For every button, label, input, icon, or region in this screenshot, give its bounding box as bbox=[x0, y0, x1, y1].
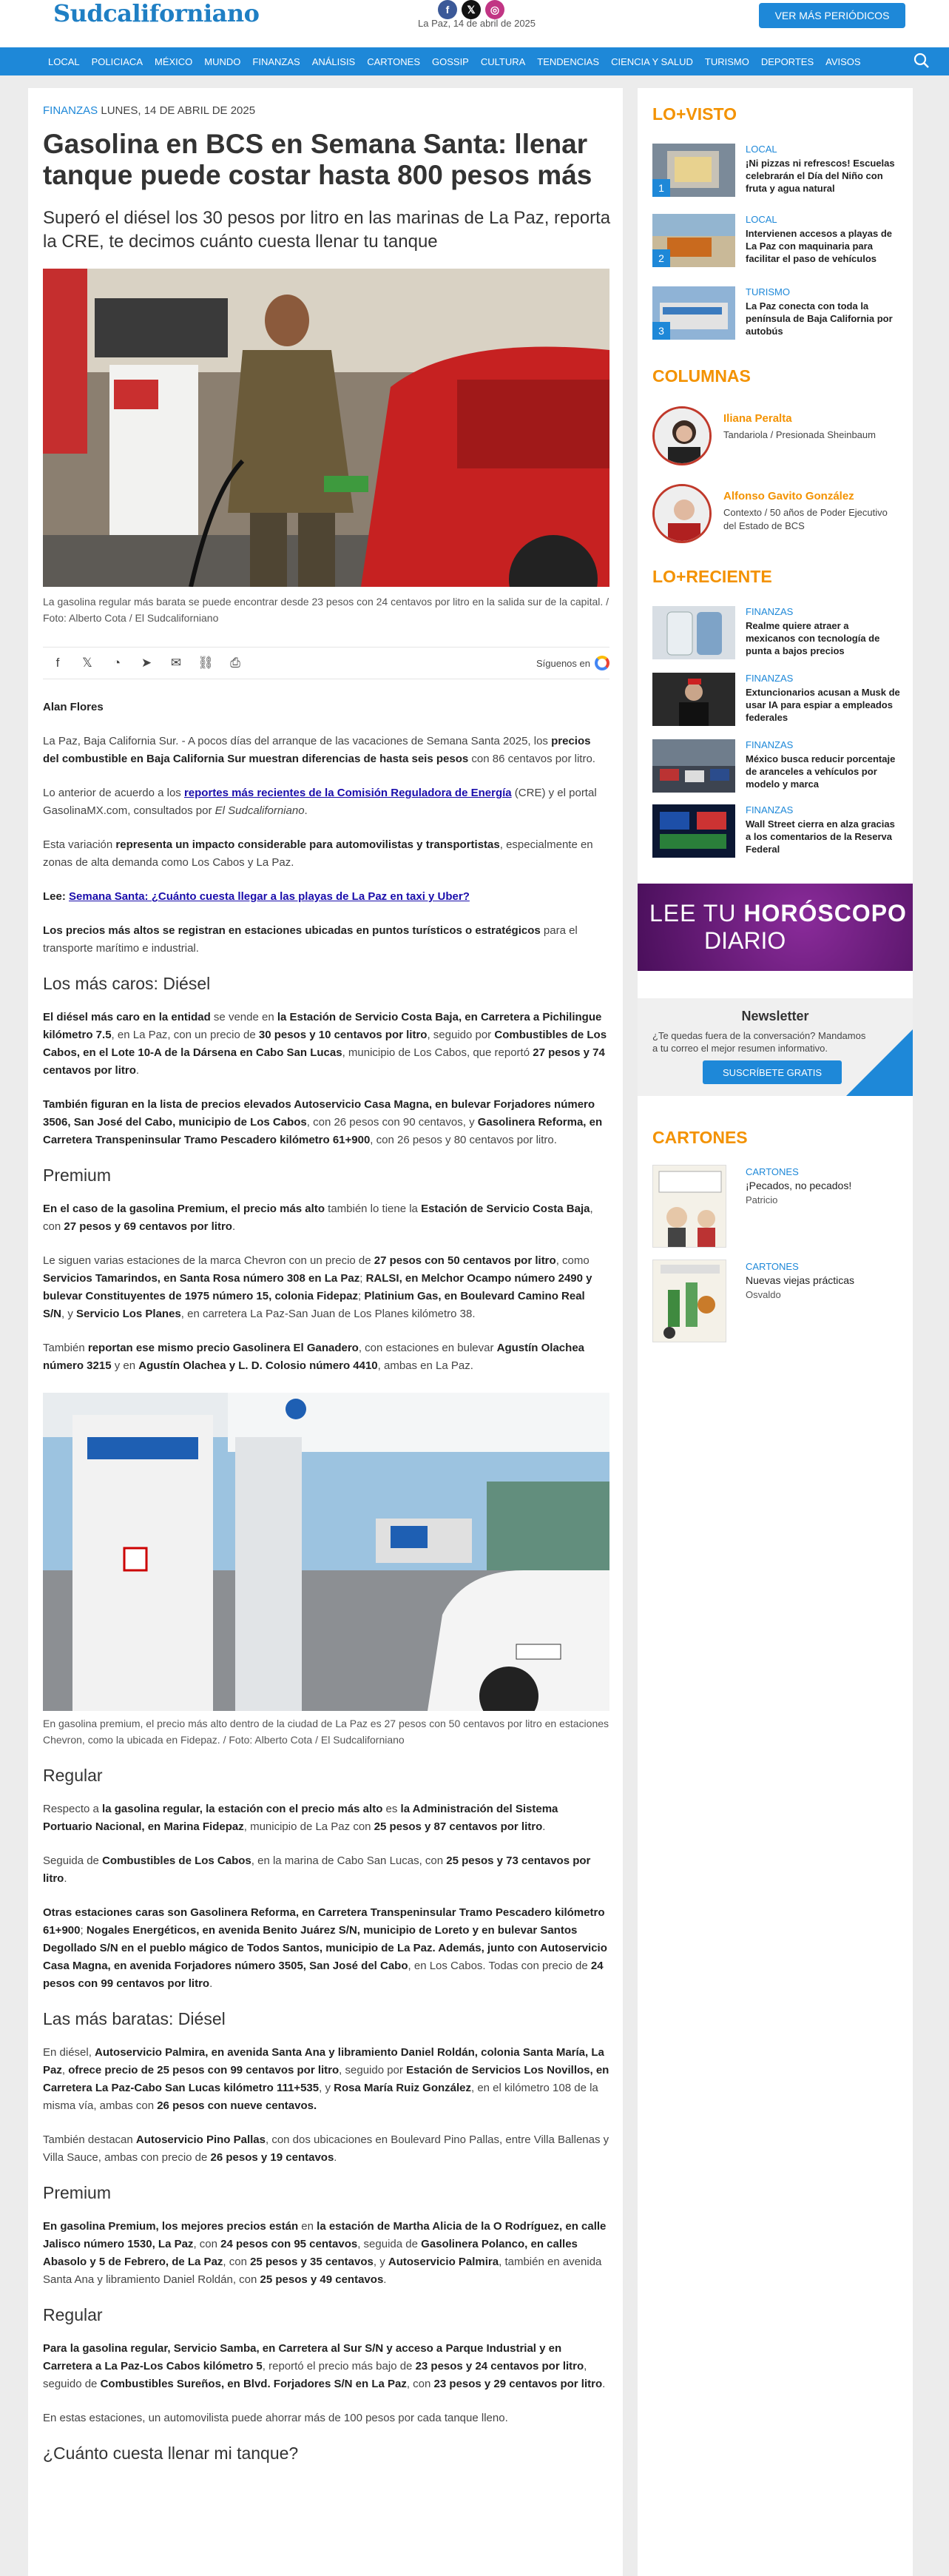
column-item[interactable] bbox=[652, 406, 904, 473]
facebook-share-icon[interactable]: f bbox=[55, 656, 60, 670]
item-category[interactable]: LOCAL bbox=[746, 144, 777, 155]
columnist-name[interactable]: Iliana Peralta bbox=[723, 412, 792, 425]
item-category[interactable]: FINANZAS bbox=[746, 739, 794, 750]
article-body bbox=[43, 699, 609, 2464]
newsletter-description: ¿Te quedas fuera de la conversación? Mandamos a tu correo el mejor resumen informativo. bbox=[652, 1030, 866, 1054]
follow-google[interactable] bbox=[536, 656, 609, 670]
columnas-heading: COLUMNAS bbox=[652, 366, 751, 386]
reciente-item[interactable] bbox=[652, 606, 904, 665]
paragraph: También reportan ese mismo precio Gasolinera El Ganadero, con estaciones en bulevar Agustín Olachea número 3215 y en Agustín Olachea y L. D. Colosio número 4410, ambas en La Paz. bbox=[43, 1342, 584, 1372]
article-meta bbox=[43, 104, 255, 117]
social-links bbox=[438, 0, 504, 19]
subscribe-button[interactable]: SUSCRÍBETE GRATIS bbox=[703, 1060, 842, 1084]
item-title[interactable]: La Paz conecta con toda la península de Baja California por autobús bbox=[746, 300, 893, 337]
article-container bbox=[28, 88, 623, 2576]
rank-number: 2 bbox=[652, 249, 670, 267]
reciente-item[interactable] bbox=[652, 739, 904, 798]
cartoon-title[interactable]: Nuevas viejas prácticas bbox=[746, 1274, 855, 1286]
hero-photo bbox=[43, 269, 609, 587]
item-category[interactable]: FINANZAS bbox=[746, 673, 794, 684]
paragraph: Lo anterior de acuerdo a los reportes más recientes de la Comisión Reguladora de Energía (CRE) y el portal GasolinaMX.com, consultados por El Sudcaliforniano. bbox=[43, 787, 597, 817]
cre-report-link[interactable]: reportes más recientes de la Comisión Reguladora de Energía bbox=[183, 787, 512, 799]
section-heading: Premium bbox=[43, 2183, 112, 2202]
item-title[interactable]: Intervienen accesos a playas de La Paz con maquinaria para facilitar el paso de vehículos bbox=[746, 228, 892, 264]
thumbnail bbox=[652, 144, 735, 197]
telegram-share-icon[interactable]: ➤ bbox=[141, 656, 152, 670]
reciente-heading: LO+RECIENTE bbox=[652, 567, 772, 586]
paragraph: Los precios más altos se registran en estaciones ubicadas en puntos turísticos o estratégicos para el transporte marítimo e industrial. bbox=[43, 924, 578, 955]
thumbnail bbox=[652, 804, 735, 858]
rank-number: 3 bbox=[652, 322, 670, 340]
nav-item[interactable]: CARTONES bbox=[367, 56, 420, 67]
x-icon[interactable]: 𝕏 bbox=[462, 0, 481, 19]
article-title: Gasolina en BCS en Semana Santa: llenar tanque puede costar hasta 800 pesos más bbox=[43, 129, 592, 190]
nav-item[interactable]: MUNDO bbox=[204, 56, 241, 67]
paragraph: En estas estaciones, un automovilista puede ahorrar más de 100 pesos por cada tanque lleno. bbox=[43, 2412, 508, 2424]
paragraph: En gasolina Premium, los mejores precios están en la estación de Martha Alicia de la O Rodríguez, en calle Jalisco número 1530, La Paz, con 24 pesos con 95 centavos, seguida de Gasolinera Polanco, en calles Abasolo y 5 de Febrero, de La Paz, con 25 pesos y 35 centavos, y Autoservicio Palmira, también en avenida Santa Ana y libramiento Daniel Roldán, con 25 pesos y 49 centavos. bbox=[43, 2220, 607, 2286]
column-item[interactable] bbox=[652, 484, 904, 551]
item-title[interactable]: Wall Street cierra en alza gracias a los comentarios de la Reserva Federal bbox=[746, 818, 895, 855]
section-heading: Los más caros: Diésel bbox=[43, 974, 211, 993]
article-subtitle: Superó el diésel los 30 pesos por litro en las marinas de La Paz, reporta la CRE, te decimos cuánto cuesta llenar tu tanque bbox=[43, 208, 611, 252]
reciente-item[interactable] bbox=[652, 804, 904, 864]
section-heading: Regular bbox=[43, 1766, 103, 1785]
item-title[interactable]: Extuncionarios acusan a Musk de usar IA para espiar a empleados federales bbox=[746, 687, 900, 723]
item-category[interactable]: FINANZAS bbox=[746, 804, 794, 815]
section-heading: Regular bbox=[43, 2305, 103, 2324]
newsletter-title: Newsletter bbox=[741, 1009, 809, 1023]
cartoon-thumbnail bbox=[652, 1165, 726, 1248]
thumbnail bbox=[652, 739, 735, 793]
nav-item[interactable]: LOCAL bbox=[48, 56, 80, 67]
lovisto-item[interactable] bbox=[652, 144, 904, 203]
nav-item[interactable]: CIENCIA Y SALUD bbox=[611, 56, 693, 67]
thumbnail bbox=[652, 606, 735, 659]
thumbnail bbox=[652, 673, 735, 726]
rank-number: 1 bbox=[652, 179, 670, 197]
instagram-icon[interactable]: ◎ bbox=[485, 0, 504, 19]
cartoon-item[interactable] bbox=[652, 1260, 904, 1348]
more-newspapers-button[interactable]: VER MÁS PERIÓDICOS bbox=[759, 3, 905, 28]
paragraph: Esta variación representa un impacto considerable para automovilistas y transportistas, especialmente en zonas de alta demanda como Los Cabos y La Paz. bbox=[43, 838, 593, 869]
cartoon-thumbnail bbox=[652, 1260, 726, 1342]
author-name: Alan Flores bbox=[43, 701, 104, 713]
top-bar bbox=[0, 0, 949, 47]
columnist-name[interactable]: Alfonso Gavito González bbox=[723, 490, 854, 502]
nav-item[interactable]: GOSSIP bbox=[432, 56, 469, 67]
nav-item[interactable]: TURISMO bbox=[704, 56, 749, 67]
section-heading: ¿Cuánto cuesta llenar mi tanque? bbox=[43, 2444, 299, 2463]
reciente-item[interactable] bbox=[652, 673, 904, 732]
site-logo[interactable]: Sudcaliforniano bbox=[53, 0, 260, 27]
article-date: LUNES, 14 DE ABRIL DE 2025 bbox=[101, 104, 256, 117]
horoscope-text-2: DIARIO bbox=[704, 927, 786, 954]
hero-caption: La gasolina regular más barata se puede encontrar desde 23 pesos con 24 centavos por litro en la salida sur de la capital. / Foto: Alberto Cota / El Sudcaliforniano bbox=[43, 596, 609, 624]
section-heading: Las más baratas: Diésel bbox=[43, 2009, 226, 2028]
cartoon-item[interactable] bbox=[652, 1165, 904, 1254]
paragraph: La Paz, Baja California Sur. - A pocos días del arranque de las vacaciones de Semana Santa 2025, los precios del combustible en Baja California Sur muestran diferencias de hasta seis pesos con 86 centavos por litro. bbox=[43, 735, 595, 765]
item-category[interactable]: TURISMO bbox=[746, 286, 790, 297]
paragraph: En diésel, Autoservicio Palmira, en avenida Santa Ana y libramiento Daniel Roldán, colonia Santa María, La Paz, ofrece precio de 25 pesos con 99 centavos por litro, seguido por Estación de Servicios Los Novillos, en Carretera La Paz-Cabo San Lucas kilómetro 111+535, y Rosa María Ruiz González, en el kilómetro 108 de la misma vía, ambas con 26 pesos con nueve centavos. bbox=[43, 2046, 609, 2112]
nav-item[interactable]: POLICIACA bbox=[91, 56, 143, 67]
google-icon bbox=[595, 656, 609, 670]
item-title[interactable]: ¡Ni pizzas ni refrescos! Escuelas celebrarán el Día del Niño con fruta y agua natural bbox=[746, 158, 895, 194]
paragraph: También destacan Autoservicio Pino Pallas, con dos ubicaciones en Boulevard Pino Pallas, entre Villa Ballenas y Villa Sauce, ambas con precio de 26 pesos y 19 centavos. bbox=[43, 2133, 609, 2164]
whatsapp-share-icon[interactable]: ◔ bbox=[112, 656, 121, 670]
nav-item[interactable]: TENDENCIAS bbox=[537, 56, 600, 67]
copy-link-icon[interactable]: ⛓ bbox=[197, 656, 214, 670]
item-title[interactable]: Realme quiere atraer a mexicanos con tecnología de punta a bajos precios bbox=[746, 620, 880, 656]
cartoon-title[interactable]: ¡Pecados, no pecados! bbox=[746, 1180, 852, 1191]
cartoon-author: Osvaldo bbox=[746, 1289, 781, 1300]
nav-item[interactable]: FINANZAS bbox=[252, 56, 300, 67]
cartoon-category[interactable]: CARTONES bbox=[746, 1261, 799, 1272]
paragraph: Para la gasolina regular, Servicio Samba, en Carretera al Sur S/N y acceso a Parque Industrial y en Carretera a La Paz-Los Cabos kilómetro 5, reportó el precio más bajo de 23 pesos y 24 centavos por litro, seguido de Combustibles Sureños, en Blvd. Forjadores S/N en La Paz, con 23 pesos y 29 centavos por litro. bbox=[43, 2342, 606, 2390]
paragraph: Respecto a la gasolina regular, la estación con el precio más alto es la Administración del Sistema Portuario Nacional, en Marina Fidepaz, municipio de La Paz con 25 pesos y 87 centavos por litro. bbox=[43, 1803, 558, 1833]
nav-item[interactable]: ANÁLISIS bbox=[311, 56, 356, 67]
paragraph: Le siguen varias estaciones de la marca Chevron con un precio de 27 pesos con 50 centavos por litro, como Servicios Tamarindos, en Santa Rosa número 308 en La Paz; RALSI, en Melchor Ocampo número 2490 y bulevar Constituyentes de 1975 número 15, colonia Fidepaz; Platinium Gas, en Boulevard Camino Real S/N, y Servicio Los Planes, en carretera La Paz-San Juan de Los Planes kilómetro 38. bbox=[43, 1254, 592, 1320]
horoscope-text: LEE TU bbox=[649, 900, 744, 927]
thumbnail bbox=[652, 214, 735, 267]
horoscope-text-bold: HORÓSCOPO bbox=[743, 900, 907, 927]
date-line: La Paz, 14 de abril de 2025 bbox=[418, 18, 536, 29]
column-title[interactable]: Tandariola / Presionada Sheinbaum bbox=[723, 429, 876, 440]
nav-item[interactable]: AVISOS bbox=[825, 56, 861, 67]
paragraph: También figuran en la lista de precios elevados Autoservicio Casa Magna, en bulevar Forjadores número 3506, San José del Cabo, municipio de Los Cabos, con 26 pesos con 90 centavos, y Gasolinera Reforma, en Carretera Transpeninsular Tramo Pescadero kilómetro 61+900, con 26 pesos y 80 centavos por litro. bbox=[43, 1098, 603, 1146]
gas-station-photo bbox=[43, 1393, 609, 1711]
lovisto-item[interactable] bbox=[652, 214, 904, 273]
nav-item[interactable]: MÉXICO bbox=[155, 56, 193, 67]
column-title[interactable]: Contexto / 50 años de Poder Ejecutivo del Estado de BCS bbox=[723, 507, 888, 531]
columnist-avatar bbox=[652, 484, 712, 543]
nav-item[interactable]: DEPORTES bbox=[760, 56, 814, 67]
section-link[interactable]: FINANZAS bbox=[43, 104, 98, 117]
follow-label: Síguenos en bbox=[536, 657, 590, 669]
cartoon-category[interactable]: CARTONES bbox=[746, 1166, 799, 1177]
x-share-icon[interactable]: 𝕏 bbox=[82, 656, 92, 670]
item-category[interactable]: LOCAL bbox=[746, 214, 777, 225]
main-nav bbox=[0, 47, 949, 75]
newsletter-box bbox=[638, 998, 913, 1096]
cartones-heading: CARTONES bbox=[652, 1128, 748, 1147]
paragraph: En el caso de la gasolina Premium, el precio más alto también lo tiene la Estación de Servicio Costa Baja, con 27 pesos y 69 centavos por litro. bbox=[43, 1203, 593, 1233]
paragraph: Seguida de Combustibles de Los Cabos, en la marina de Cabo San Lucas, con 25 pesos y 73 centavos por litro. bbox=[43, 1854, 591, 1885]
email-share-icon[interactable]: ✉ bbox=[170, 656, 182, 670]
lovisto-item[interactable] bbox=[652, 286, 904, 346]
paragraph: El diésel más caro en la entidad se vende en la Estación de Servicio Costa Baja, en Carretera a Pichilingue kilómetro 7.5, en La Paz, con un precio de 30 pesos y 10 centavos por litro, seguido por Combustibles de Los Cabos, en el Lote 10-A de la Dársena en Cabo San Lucas, municipio de Los Cabos, que reportó 27 pesos y 74 centavos por litro. bbox=[43, 1011, 607, 1077]
item-title[interactable]: México busca reducir porcentaje de aranceles a vehículos por modelo y marca bbox=[746, 753, 896, 790]
horoscope-banner[interactable] bbox=[638, 884, 913, 971]
related-article-link[interactable]: Semana Santa: ¿Cuánto cuesta llegar a las playas de La Paz en taxi y Uber? bbox=[69, 890, 470, 903]
share-bar bbox=[43, 647, 609, 679]
nav-item[interactable]: CULTURA bbox=[480, 56, 526, 67]
print-icon[interactable]: ⎙ bbox=[230, 656, 240, 670]
related-link: Lee: Semana Santa: ¿Cuánto cuesta llegar a las playas de La Paz en taxi y Uber? bbox=[43, 890, 470, 903]
section-heading: Premium bbox=[43, 1166, 112, 1185]
sidebar bbox=[638, 88, 913, 2576]
search-icon[interactable] bbox=[913, 53, 930, 69]
lovisto-heading: LO+VISTO bbox=[652, 104, 737, 124]
paragraph: Otras estaciones caras son Gasolinera Reforma, en Carretera Transpeninsular Tramo Pescadero kilómetro 61+900; Nogales Energéticos, en avenida Benito Juárez S/N, municipio de Loreto y en bulevar Santos Degollado S/N en el pueblo mágico de Todos Santos, municipio de La Paz. Además, junto con Autoservicio Casa Magna, en avenida Forjadores número 3505, San José del Cabo, en Los Cabos. Todas con precio de 24 pesos con 99 centavos por litro. bbox=[43, 1906, 607, 1990]
item-category[interactable]: FINANZAS bbox=[746, 606, 794, 617]
photo-caption: En gasolina premium, el precio más alto dentro de la ciudad de La Paz es 27 pesos con 50 centavos por litro en estaciones Chevron, como la ubicada en Fidepaz. / Foto: Alberto Cota / El Sudcaliforniano bbox=[43, 1718, 609, 1746]
cartoon-author: Patricio bbox=[746, 1194, 778, 1205]
thumbnail bbox=[652, 286, 735, 340]
columnist-avatar bbox=[652, 406, 712, 465]
facebook-icon[interactable]: f bbox=[438, 0, 457, 19]
